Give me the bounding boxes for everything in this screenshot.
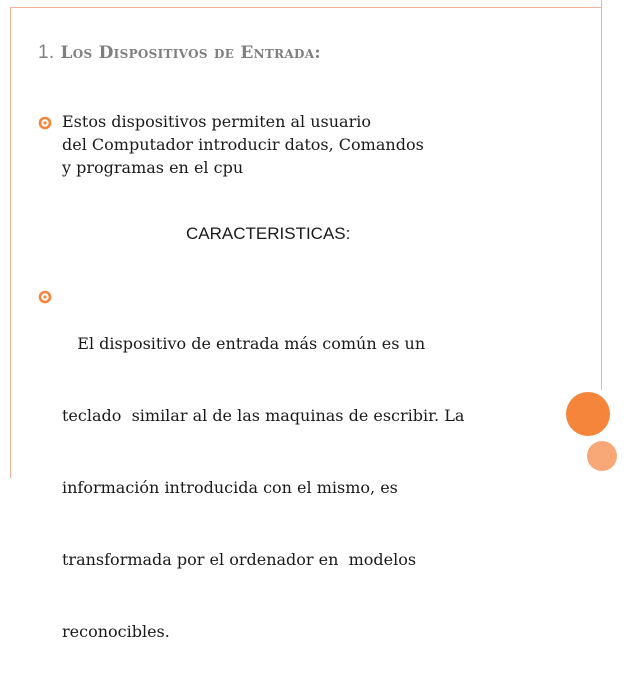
paragraph-line: del Computador introducir datos, Comandos xyxy=(62,135,424,154)
frame-line-right xyxy=(601,0,602,390)
bullet-paragraph-2 xyxy=(62,284,464,692)
decorative-circle-large xyxy=(566,392,610,436)
title-text: Los Dispositivos de Entrada: xyxy=(60,43,321,63)
paragraph-line: Estos dispositivos permiten al usuario xyxy=(62,112,371,131)
paragraph-line: reconocibles. xyxy=(62,622,170,641)
ring-bullet-icon xyxy=(38,290,52,304)
paragraph-line: y programas en el cpu xyxy=(62,158,244,177)
title-number: 1. xyxy=(38,42,55,63)
paragraph-line: transformada por el ordenador en modelos xyxy=(62,550,417,569)
ring-bullet-icon xyxy=(38,116,52,130)
frame-line-top xyxy=(10,7,602,8)
decorative-circle-small xyxy=(587,441,617,471)
frame-line-left xyxy=(10,7,11,478)
section-heading: CARACTERISTICAS: xyxy=(186,224,351,243)
paragraph-line: teclado similar al de las maquinas de escribir. La xyxy=(62,406,465,425)
slide-title xyxy=(38,42,321,64)
paragraph-line: El dispositivo de entrada más común es un xyxy=(62,334,426,353)
bullet-paragraph-1 xyxy=(62,110,424,179)
paragraph-line: información introducida con el mismo, es xyxy=(62,478,398,497)
